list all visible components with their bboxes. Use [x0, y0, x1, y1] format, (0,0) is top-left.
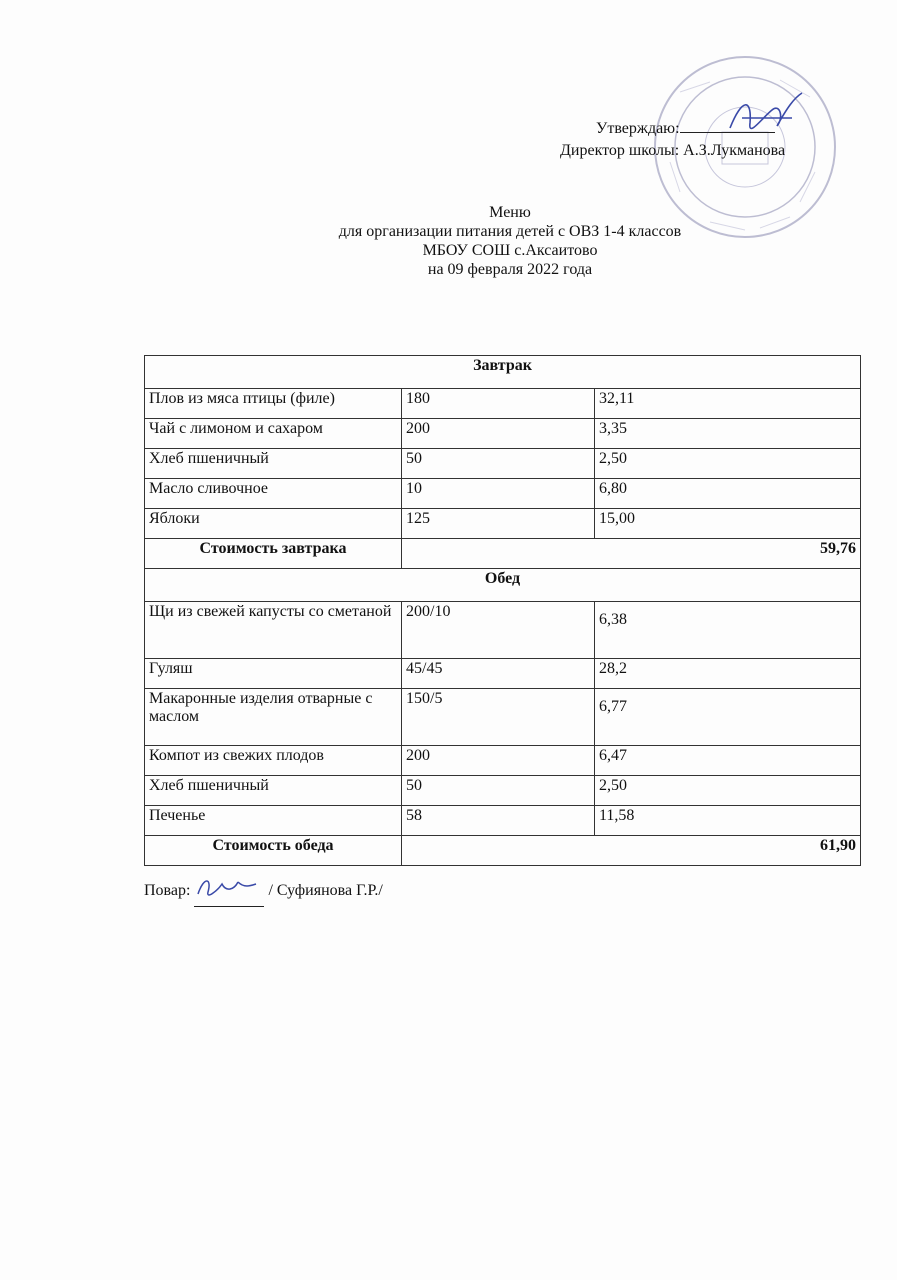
cook-signature-line [144, 876, 383, 907]
table-row [145, 602, 861, 659]
dish-price: 32,11 [595, 389, 861, 419]
dish-name: Чай с лимоном и сахаром [145, 419, 402, 449]
dish-price: 6,77 [595, 689, 861, 746]
heading-school: МБОУ СОШ с.Аксаитово [422, 242, 598, 259]
cook-name: / Суфиянова Г.Р./ [268, 882, 383, 899]
lunch-total-row [145, 836, 861, 866]
table-row [145, 689, 861, 746]
table-row [145, 479, 861, 509]
breakfast-title: Завтрак [145, 356, 861, 389]
dish-price: 6,80 [595, 479, 861, 509]
dish-name: Хлеб пшеничный [145, 776, 402, 806]
breakfast-total-value: 59,76 [402, 539, 861, 569]
dish-name: Макаронные изделия отварные с маслом [145, 689, 402, 746]
dish-price: 11,58 [595, 806, 861, 836]
dish-price: 3,35 [595, 419, 861, 449]
table-row [145, 449, 861, 479]
dish-price: 6,38 [595, 602, 861, 659]
dish-name: Компот из свежих плодов [145, 746, 402, 776]
dish-name: Масло сливочное [145, 479, 402, 509]
breakfast-total-row [145, 539, 861, 569]
dish-weight: 200 [402, 419, 595, 449]
table-row [145, 746, 861, 776]
table-row [145, 389, 861, 419]
heading-title: Меню [489, 204, 531, 221]
lunch-total-value: 61,90 [402, 836, 861, 866]
cook-label: Повар: [144, 882, 191, 899]
dish-weight: 50 [402, 449, 595, 479]
table-row [145, 509, 861, 539]
dish-weight: 150/5 [402, 689, 595, 746]
dish-price: 6,47 [595, 746, 861, 776]
dish-price: 2,50 [595, 776, 861, 806]
dish-name: Печенье [145, 806, 402, 836]
signature-line [680, 118, 775, 133]
dish-weight: 10 [402, 479, 595, 509]
dish-weight: 45/45 [402, 659, 595, 689]
heading-subtitle: для организации питания детей с ОВЗ 1-4 классов [338, 223, 682, 240]
heading-date: на 09 февраля 2022 года [427, 261, 593, 278]
lunch-total-label: Стоимость обеда [145, 836, 402, 866]
menu-heading [300, 203, 720, 279]
dish-weight: 50 [402, 776, 595, 806]
table-row [145, 659, 861, 689]
dish-weight: 200 [402, 746, 595, 776]
table-row [145, 806, 861, 836]
dish-name: Гуляш [145, 659, 402, 689]
approve-label: Утверждаю: [596, 120, 680, 137]
lunch-title: Обед [145, 569, 861, 602]
cook-signature [194, 876, 264, 907]
dish-weight: 125 [402, 509, 595, 539]
director-line: Директор школы: А.З.Лукманова [560, 142, 786, 159]
dish-weight: 58 [402, 806, 595, 836]
dish-name: Хлеб пшеничный [145, 449, 402, 479]
breakfast-total-label: Стоимость завтрака [145, 539, 402, 569]
dish-weight: 180 [402, 389, 595, 419]
dish-weight: 200/10 [402, 602, 595, 659]
menu-table [144, 355, 861, 866]
dish-name: Щи из свежей капусты со сметаной [145, 602, 402, 659]
table-row [145, 776, 861, 806]
approval-block [560, 118, 880, 162]
dish-price: 15,00 [595, 509, 861, 539]
dish-name: Плов из мяса птицы (филе) [145, 389, 402, 419]
dish-price: 2,50 [595, 449, 861, 479]
dish-price: 28,2 [595, 659, 861, 689]
dish-name: Яблоки [145, 509, 402, 539]
table-row [145, 419, 861, 449]
